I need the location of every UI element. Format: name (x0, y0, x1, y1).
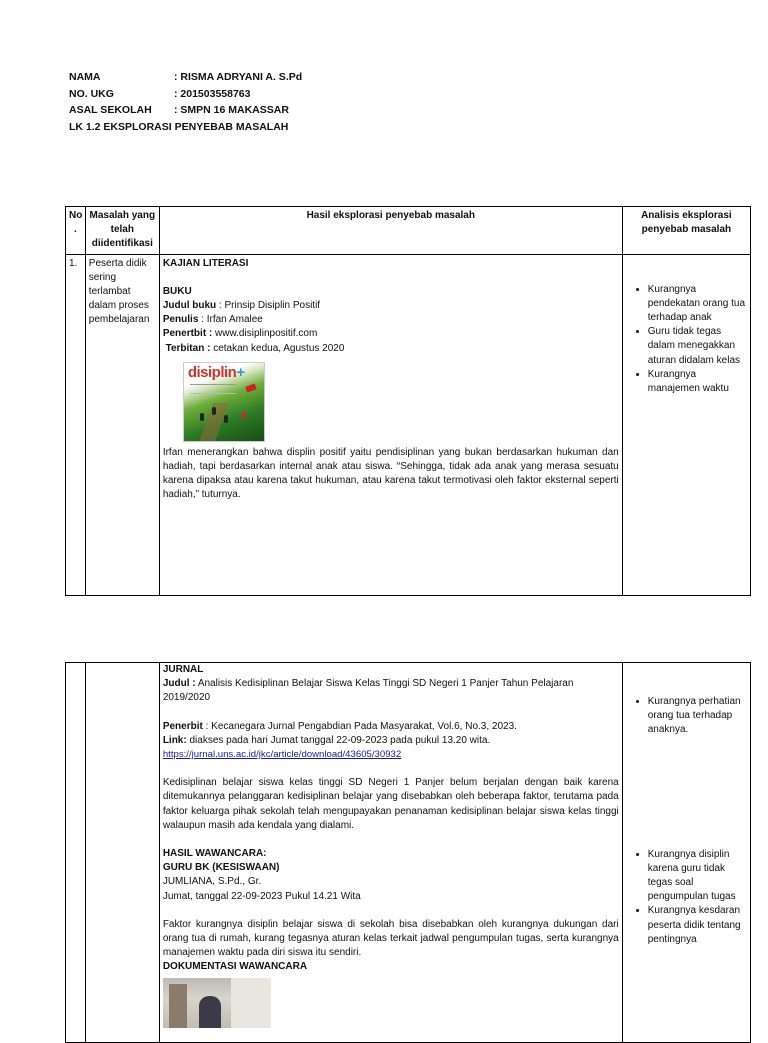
buku-heading: BUKU (162, 285, 192, 297)
book-author-value: : Irfan Amalee (198, 314, 263, 326)
book-author-label: Penulis (162, 314, 199, 326)
analysis-cell (622, 254, 750, 595)
journal-link-line (163, 734, 619, 748)
header-row-ukg (69, 86, 302, 103)
sekolah-label: ASAL SEKOLAH (69, 104, 152, 116)
table-header-row (66, 207, 751, 255)
document-header (69, 69, 302, 135)
list-item: • Kurangnya kesdaran peserta didik tentang pentingnya (648, 904, 747, 947)
book-cover-image (183, 362, 265, 442)
journal-title-value: Analisis Kedisiplinan Belajar Siswa Kelas Tinggi SD Negeri 1 Panjer Tahun Pelajaran 2019/2020 (162, 678, 574, 704)
col-header-hasil: Hasil eksplorasi penyebab masalah (159, 207, 622, 255)
journal-summary-paragraph: Kedisiplinan belajar siswa kelas tinggi SD Negeri 1 Panjer belum berjalan dengan baik karena ditemukannya pelanggaran kedisiplinan belajar yang disebabkan oleh beberapa faktor, terutama pada faktor keluarga pihak sekolah telah mengupayakan penanaman kedisiplinan belajar siswa kelas tinggi walaupun masih ada kendala yang dialami. (162, 777, 619, 831)
table-row (66, 663, 751, 1043)
row-number (66, 663, 86, 1043)
book-cover-title-plus: + (236, 363, 245, 381)
list-item: • Kurangnya perhatian orang tua terhadap anaknya. (648, 695, 747, 738)
ukg-value: : 201503558763 (174, 87, 251, 100)
analysis-list-interview (626, 848, 747, 947)
header-row-nama (69, 69, 302, 86)
book-title-value: : Prinsip Disiplin Positif (216, 300, 321, 312)
journal-title-line (163, 677, 619, 705)
kajian-literasi-heading: KAJIAN LITERASI (162, 257, 249, 269)
journal-link-value: diakses pada hari Jumat tanggal 22-09-2023 pada pukul 13.20 wita. (186, 734, 491, 746)
nama-value: : RISMA ADRYANI A. S.Pd (174, 71, 303, 83)
col-header-no: No . (66, 207, 86, 255)
lk-title: LK 1.2 EKSPLORASI PENYEBAB MASALAH (69, 120, 289, 133)
journal-url-link[interactable]: https://jurnal.uns.ac.id/jkc/article/download/43605/30932 (162, 749, 402, 761)
journal-publisher-label: Penerbit (162, 720, 203, 732)
journal-publisher-value: : Kecanegara Jurnal Pengabdian Pada Masyarakat, Vol.6, No.3, 2023. (202, 720, 517, 732)
problem-cell (85, 663, 159, 1043)
book-author-line (163, 313, 619, 327)
journal-link-label: Link: (162, 734, 187, 746)
exploration-table-1 (65, 206, 751, 596)
journal-title-label: Judul : (162, 678, 196, 690)
header-row-sekolah (69, 102, 302, 119)
interviewee-name: JUMLIANA, S.Pd., Gr. (162, 876, 262, 888)
book-edition-value: cetakan kedua, Agustus 2020 (210, 342, 345, 354)
dokumentasi-heading: DOKUMENTASI WAWANCARA (162, 961, 308, 973)
wawancara-heading: HASIL WAWANCARA: (162, 848, 267, 860)
book-cover-title (187, 363, 245, 381)
nama-label: NAMA (69, 71, 101, 83)
table-row (66, 254, 751, 595)
book-title-line (163, 299, 619, 313)
analysis-cell (622, 663, 750, 1043)
book-title-label: Judul buku (162, 300, 217, 312)
book-publisher-value: www.disiplinpositif.com (212, 328, 318, 340)
exploration-table-2 (65, 662, 751, 1043)
book-summary-paragraph: Irfan menerangkan bahwa displin positif yaitu pendisiplinan yang bukan berdasarkan hukuman dan hadiah, tapi berdasarkan internal anak atau siswa. “Sehingga, tidak ada anak yang merasa sesuatu karena dipaksa atau karena takut hukuman, atau karena takut termotivasi oleh faktor eksternal seperti hadiah,” tuturnya. (162, 446, 619, 501)
exploration-cell (159, 254, 622, 595)
book-publisher-line (163, 327, 619, 341)
list-item: • Kurangnya pendekatan orang tua terhadap anak (648, 283, 747, 326)
list-item: • Guru tidak tegas dalam menegakkan aturan didalam kelas (648, 325, 747, 368)
analysis-list-journal (626, 695, 747, 738)
sekolah-value: : SMPN 16 MAKASSAR (174, 104, 289, 116)
journal-publisher-line (163, 720, 619, 734)
list-item: • Kurangnya manajemen waktu (648, 368, 747, 396)
book-edition-label: Terbitan : (165, 342, 211, 354)
analysis-list (626, 283, 747, 397)
col-header-analisis: Analisis eksplorasi penyebab masalah (622, 207, 750, 255)
interview-time: Jumat, tanggal 22-09-2023 Pukul 14.21 Wita (162, 890, 361, 902)
ukg-label: NO. UKG (69, 87, 114, 100)
list-item: • Kurangnya disiplin karena guru tidak tegas soal pengumpulan tugas (648, 848, 747, 905)
col-header-masalah: Masalah yang telah diidentifikasi (85, 207, 159, 255)
interview-summary-paragraph: Faktor kurangnya disiplin belajar siswa di sekolah bisa disebabkan oleh kurangnya dukungan dari orang tua di rumah, kurang tegasnya aturan kelas terkait jadwal pengumpulan tugas, serta kurangnya manajemen waktu pada diri siswa itu sendiri. (162, 918, 619, 959)
interview-photo (163, 978, 271, 1028)
row-number: 1. (66, 254, 86, 595)
book-cover-title-main: disiplin (187, 363, 237, 381)
book-publisher-label: Penertbit : (162, 328, 213, 340)
book-edition-line (163, 342, 619, 356)
problem-cell: Peserta didik sering terlambat dalam proses pembelajaran (85, 254, 159, 595)
exploration-cell (159, 663, 622, 1043)
jurnal-heading: JURNAL (162, 664, 204, 675)
guru-bk-heading: GURU BK (KESISWAAN) (162, 862, 280, 874)
